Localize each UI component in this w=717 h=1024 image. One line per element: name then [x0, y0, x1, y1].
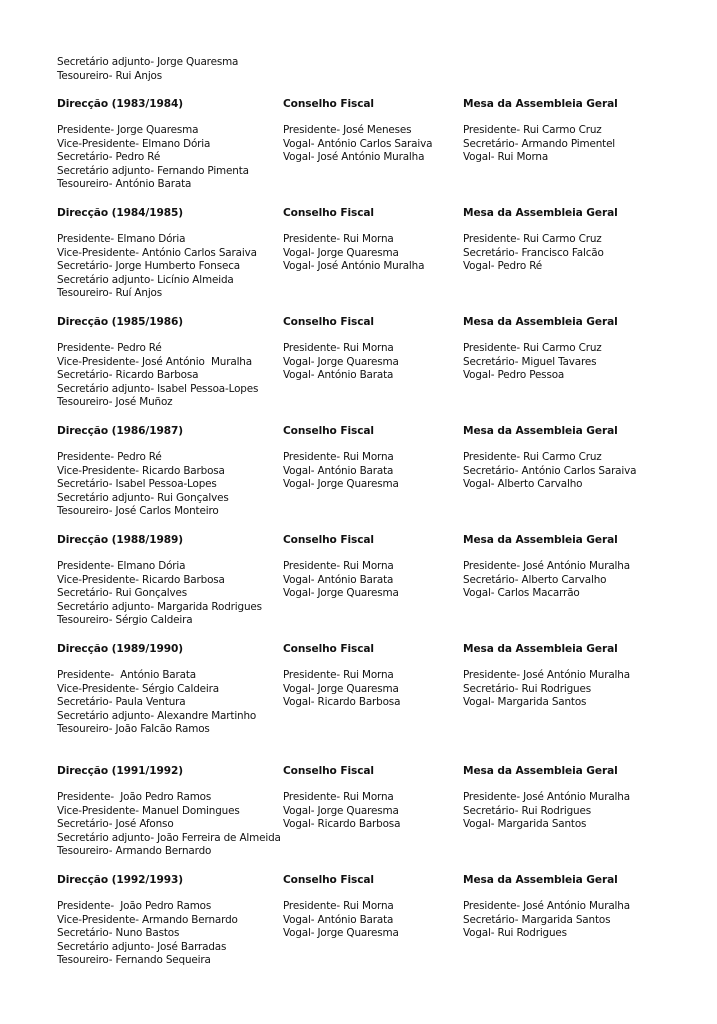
- member-list: [57, 900, 238, 968]
- mesa-assembleia-column: [463, 206, 618, 274]
- member-line: Vogal- Jorge Quaresma: [283, 355, 399, 368]
- member-line: Secretário adjunto- Alexandre Martinho: [57, 709, 257, 722]
- member-line: Tesoureiro- José Muñoz: [57, 396, 173, 409]
- member-line: Secretário- Ricardo Barbosa: [57, 369, 199, 382]
- direccao-heading: Direcção (1985/1986): [57, 316, 184, 328]
- member-line: Secretário- Nuno Bastos: [57, 927, 180, 940]
- mesa-assembleia-heading: Mesa da Assembleia Geral: [463, 643, 618, 655]
- direccao-column: [57, 424, 229, 519]
- member-line: Vogal- Ricardo Barbosa: [283, 818, 401, 831]
- member-line: Tesoureiro- Armando Bernardo: [57, 845, 212, 858]
- intro-line: Tesoureiro- Rui Anjos: [57, 69, 163, 82]
- member-line: Presidente- José Meneses: [283, 124, 412, 136]
- member-line: Presidente- Rui Carmo Cruz: [463, 451, 602, 463]
- member-line: Vogal- Jorge Quaresma: [283, 246, 399, 259]
- member-line: Presidente- Rui Morna: [283, 791, 394, 803]
- member-line: Secretário adjunto- Rui Gonçalves: [57, 491, 229, 504]
- member-line: Vice-Presidente- Armando Bernardo: [57, 913, 238, 926]
- member-line: Secretário- António Carlos Saraiva: [463, 464, 637, 477]
- mesa-assembleia-column: [463, 764, 630, 832]
- member-line: Secretário- Paula Ventura: [57, 696, 186, 709]
- conselho-fiscal-column: [283, 533, 399, 601]
- member-line: Secretário- Pedro Ré: [57, 151, 161, 164]
- mesa-assembleia-heading: Mesa da Assembleia Geral: [463, 534, 618, 546]
- conselho-fiscal-heading: Conselho Fiscal: [283, 874, 374, 886]
- mesa-assembleia-heading: Mesa da Assembleia Geral: [463, 874, 618, 886]
- member-line: Vogal- José António Muralha: [283, 151, 425, 164]
- conselho-fiscal-heading: Conselho Fiscal: [283, 207, 374, 219]
- mesa-assembleia-column: [463, 315, 618, 383]
- member-line: Vogal- Jorge Quaresma: [283, 682, 399, 695]
- mesa-assembleia-heading: Mesa da Assembleia Geral: [463, 316, 618, 328]
- member-line: Vogal- Rui Morna: [463, 151, 549, 164]
- member-list: [463, 669, 630, 710]
- mesa-assembleia-column: [463, 642, 630, 710]
- member-line: Vogal- António Barata: [283, 369, 394, 382]
- member-list: [57, 669, 256, 737]
- member-line: Vogal- Rui Rodrigues: [463, 927, 567, 940]
- member-line: Vice-Presidente- Elmano Dória: [57, 137, 211, 150]
- member-list: [57, 451, 229, 519]
- member-line: Secretário- Francisco Falcão: [463, 246, 604, 259]
- member-line: Vice-Presidente- Sérgio Caldeira: [57, 682, 219, 695]
- member-line: Vogal- António Carlos Saraiva: [283, 137, 433, 150]
- member-line: Presidente- António Barata: [57, 669, 196, 681]
- member-line: Vogal- Alberto Carvalho: [463, 478, 583, 491]
- member-list: [57, 233, 257, 301]
- member-list: [57, 560, 262, 628]
- mesa-assembleia-heading: Mesa da Assembleia Geral: [463, 98, 618, 110]
- member-line: Tesoureiro- Fernando Sequeira: [57, 954, 211, 967]
- conselho-fiscal-heading: Conselho Fiscal: [283, 534, 374, 546]
- member-list: [463, 900, 630, 941]
- conselho-fiscal-column: [283, 764, 400, 832]
- direccao-column: [57, 642, 256, 737]
- member-line: Vogal- José António Muralha: [283, 260, 425, 273]
- member-list: [283, 124, 432, 165]
- member-line: Tesoureiro- António Barata: [57, 178, 192, 191]
- member-line: Presidente- Rui Morna: [283, 233, 394, 245]
- conselho-fiscal-heading: Conselho Fiscal: [283, 316, 374, 328]
- member-line: Vogal- António Barata: [283, 913, 394, 926]
- member-line: Secretário adjunto- Fernando Pimenta: [57, 164, 249, 177]
- member-line: Vogal- Ricardo Barbosa: [283, 696, 401, 709]
- member-list: [283, 342, 399, 383]
- conselho-fiscal-column: [283, 315, 399, 383]
- member-line: Presidente- Rui Morna: [283, 342, 394, 354]
- direccao-column: [57, 873, 238, 968]
- intro-continuation: [57, 56, 238, 83]
- mesa-assembleia-heading: Mesa da Assembleia Geral: [463, 425, 618, 437]
- member-line: Presidente- Rui Carmo Cruz: [463, 233, 602, 245]
- mesa-assembleia-column: [463, 533, 630, 601]
- member-list: [283, 900, 399, 941]
- mesa-assembleia-column: [463, 873, 630, 941]
- member-list: [463, 791, 630, 832]
- member-list: [283, 669, 400, 710]
- member-line: Vogal- Jorge Quaresma: [283, 478, 399, 491]
- mesa-assembleia-column: [463, 424, 636, 492]
- mesa-assembleia-heading: Mesa da Assembleia Geral: [463, 765, 618, 777]
- member-line: Secretário- Alberto Carvalho: [463, 573, 607, 586]
- conselho-fiscal-column: [283, 642, 400, 710]
- member-line: Secretário adjunto- João Ferreira de Almeida: [57, 831, 281, 844]
- member-line: Vogal- Jorge Quaresma: [283, 927, 399, 940]
- direccao-column: [57, 97, 249, 192]
- member-line: Vogal- Margarida Santos: [463, 818, 587, 831]
- member-line: Vice-Presidente- Ricardo Barbosa: [57, 464, 225, 477]
- conselho-fiscal-column: [283, 424, 399, 492]
- member-line: Vogal- Pedro Pessoa: [463, 369, 565, 382]
- member-line: Vogal- Jorge Quaresma: [283, 587, 399, 600]
- member-line: Vogal- António Barata: [283, 464, 394, 477]
- member-line: Vice-Presidente- Manuel Domingues: [57, 804, 240, 817]
- conselho-fiscal-column: [283, 206, 424, 274]
- member-list: [57, 791, 281, 859]
- conselho-fiscal-heading: Conselho Fiscal: [283, 425, 374, 437]
- member-line: Secretário- Rui Rodrigues: [463, 682, 591, 695]
- member-list: [283, 233, 424, 274]
- member-line: Tesoureiro- José Carlos Monteiro: [57, 505, 219, 518]
- member-list: [463, 233, 618, 274]
- conselho-fiscal-heading: Conselho Fiscal: [283, 765, 374, 777]
- member-list: [283, 560, 399, 601]
- member-list: [463, 560, 630, 601]
- member-line: Secretário- José Afonso: [57, 818, 174, 831]
- member-line: Presidente- Rui Carmo Cruz: [463, 124, 602, 136]
- member-list: [57, 124, 249, 192]
- member-line: Presidente- José António Muralha: [463, 669, 630, 681]
- member-line: Presidente- Jorge Quaresma: [57, 124, 199, 136]
- direccao-heading: Direcção (1983/1984): [57, 98, 184, 110]
- member-list: [463, 342, 618, 383]
- mesa-assembleia-heading: Mesa da Assembleia Geral: [463, 207, 618, 219]
- member-line: Vogal- Carlos Macarrão: [463, 587, 580, 600]
- member-list: [463, 451, 636, 492]
- member-line: Secretário adjunto- Isabel Pessoa-Lopes: [57, 382, 259, 395]
- member-line: Vice-Presidente- José António Muralha: [57, 355, 252, 368]
- member-line: Presidente- Rui Morna: [283, 900, 394, 912]
- direccao-heading: Direcção (1989/1990): [57, 643, 184, 655]
- member-line: Presidente- Rui Morna: [283, 669, 394, 681]
- member-line: Secretário adjunto- Licínio Almeida: [57, 273, 234, 286]
- conselho-fiscal-heading: Conselho Fiscal: [283, 643, 374, 655]
- member-line: Presidente- Elmano Dória: [57, 233, 186, 245]
- member-line: Secretário- Jorge Humberto Fonseca: [57, 260, 240, 273]
- direccao-heading: Direcção (1984/1985): [57, 207, 184, 219]
- member-list: [283, 451, 399, 492]
- member-line: Presidente- José António Muralha: [463, 791, 630, 803]
- member-line: Vogal- Jorge Quaresma: [283, 804, 399, 817]
- conselho-fiscal-column: [283, 97, 432, 165]
- member-line: Presidente- José António Muralha: [463, 560, 630, 572]
- member-line: Vogal- António Barata: [283, 573, 394, 586]
- direccao-heading: Direcção (1988/1989): [57, 534, 184, 546]
- direccao-heading: Direcção (1986/1987): [57, 425, 184, 437]
- member-line: Vogal- Pedro Ré: [463, 260, 543, 273]
- member-line: Vice-Presidente- Ricardo Barbosa: [57, 573, 225, 586]
- member-line: Secretário- Margarida Santos: [463, 913, 611, 926]
- member-line: Presidente- Rui Carmo Cruz: [463, 342, 602, 354]
- member-line: Secretário adjunto- José Barradas: [57, 940, 227, 953]
- member-line: Presidente- Rui Morna: [283, 560, 394, 572]
- direccao-column: [57, 206, 257, 301]
- member-line: Tesoureiro- Sérgio Caldeira: [57, 614, 193, 627]
- member-line: Secretário- Miguel Tavares: [463, 355, 597, 368]
- conselho-fiscal-heading: Conselho Fiscal: [283, 98, 374, 110]
- member-line: Presidente- João Pedro Ramos: [57, 791, 212, 803]
- member-line: Tesoureiro- Ruí Anjos: [57, 287, 163, 300]
- member-line: Vice-Presidente- António Carlos Saraiva: [57, 246, 257, 259]
- member-list: [57, 342, 258, 410]
- member-line: Tesoureiro- João Falcão Ramos: [57, 723, 210, 736]
- direccao-column: [57, 533, 262, 628]
- intro-line: Secretário adjunto- Jorge Quaresma: [57, 56, 239, 68]
- member-line: Secretário- Isabel Pessoa-Lopes: [57, 478, 217, 491]
- member-line: Vogal- Margarida Santos: [463, 696, 587, 709]
- member-list: [283, 791, 400, 832]
- member-line: Secretário- Rui Gonçalves: [57, 587, 188, 600]
- member-line: Secretário- Rui Rodrigues: [463, 804, 591, 817]
- member-line: Presidente- Rui Morna: [283, 451, 394, 463]
- member-list: [463, 124, 618, 165]
- direccao-heading: Direcção (1991/1992): [57, 765, 184, 777]
- direccao-column: [57, 315, 258, 410]
- member-line: Presidente- Pedro Ré: [57, 342, 162, 354]
- member-line: Presidente- Elmano Dória: [57, 560, 186, 572]
- mesa-assembleia-column: [463, 97, 618, 165]
- member-line: Presidente- José António Muralha: [463, 900, 630, 912]
- direccao-column: [57, 764, 281, 859]
- member-line: Secretário- Armando Pimentel: [463, 137, 616, 150]
- member-line: Presidente- João Pedro Ramos: [57, 900, 212, 912]
- conselho-fiscal-column: [283, 873, 399, 941]
- member-line: Presidente- Pedro Ré: [57, 451, 162, 463]
- direccao-heading: Direcção (1992/1993): [57, 874, 184, 886]
- member-line: Secretário adjunto- Margarida Rodrigues: [57, 600, 262, 613]
